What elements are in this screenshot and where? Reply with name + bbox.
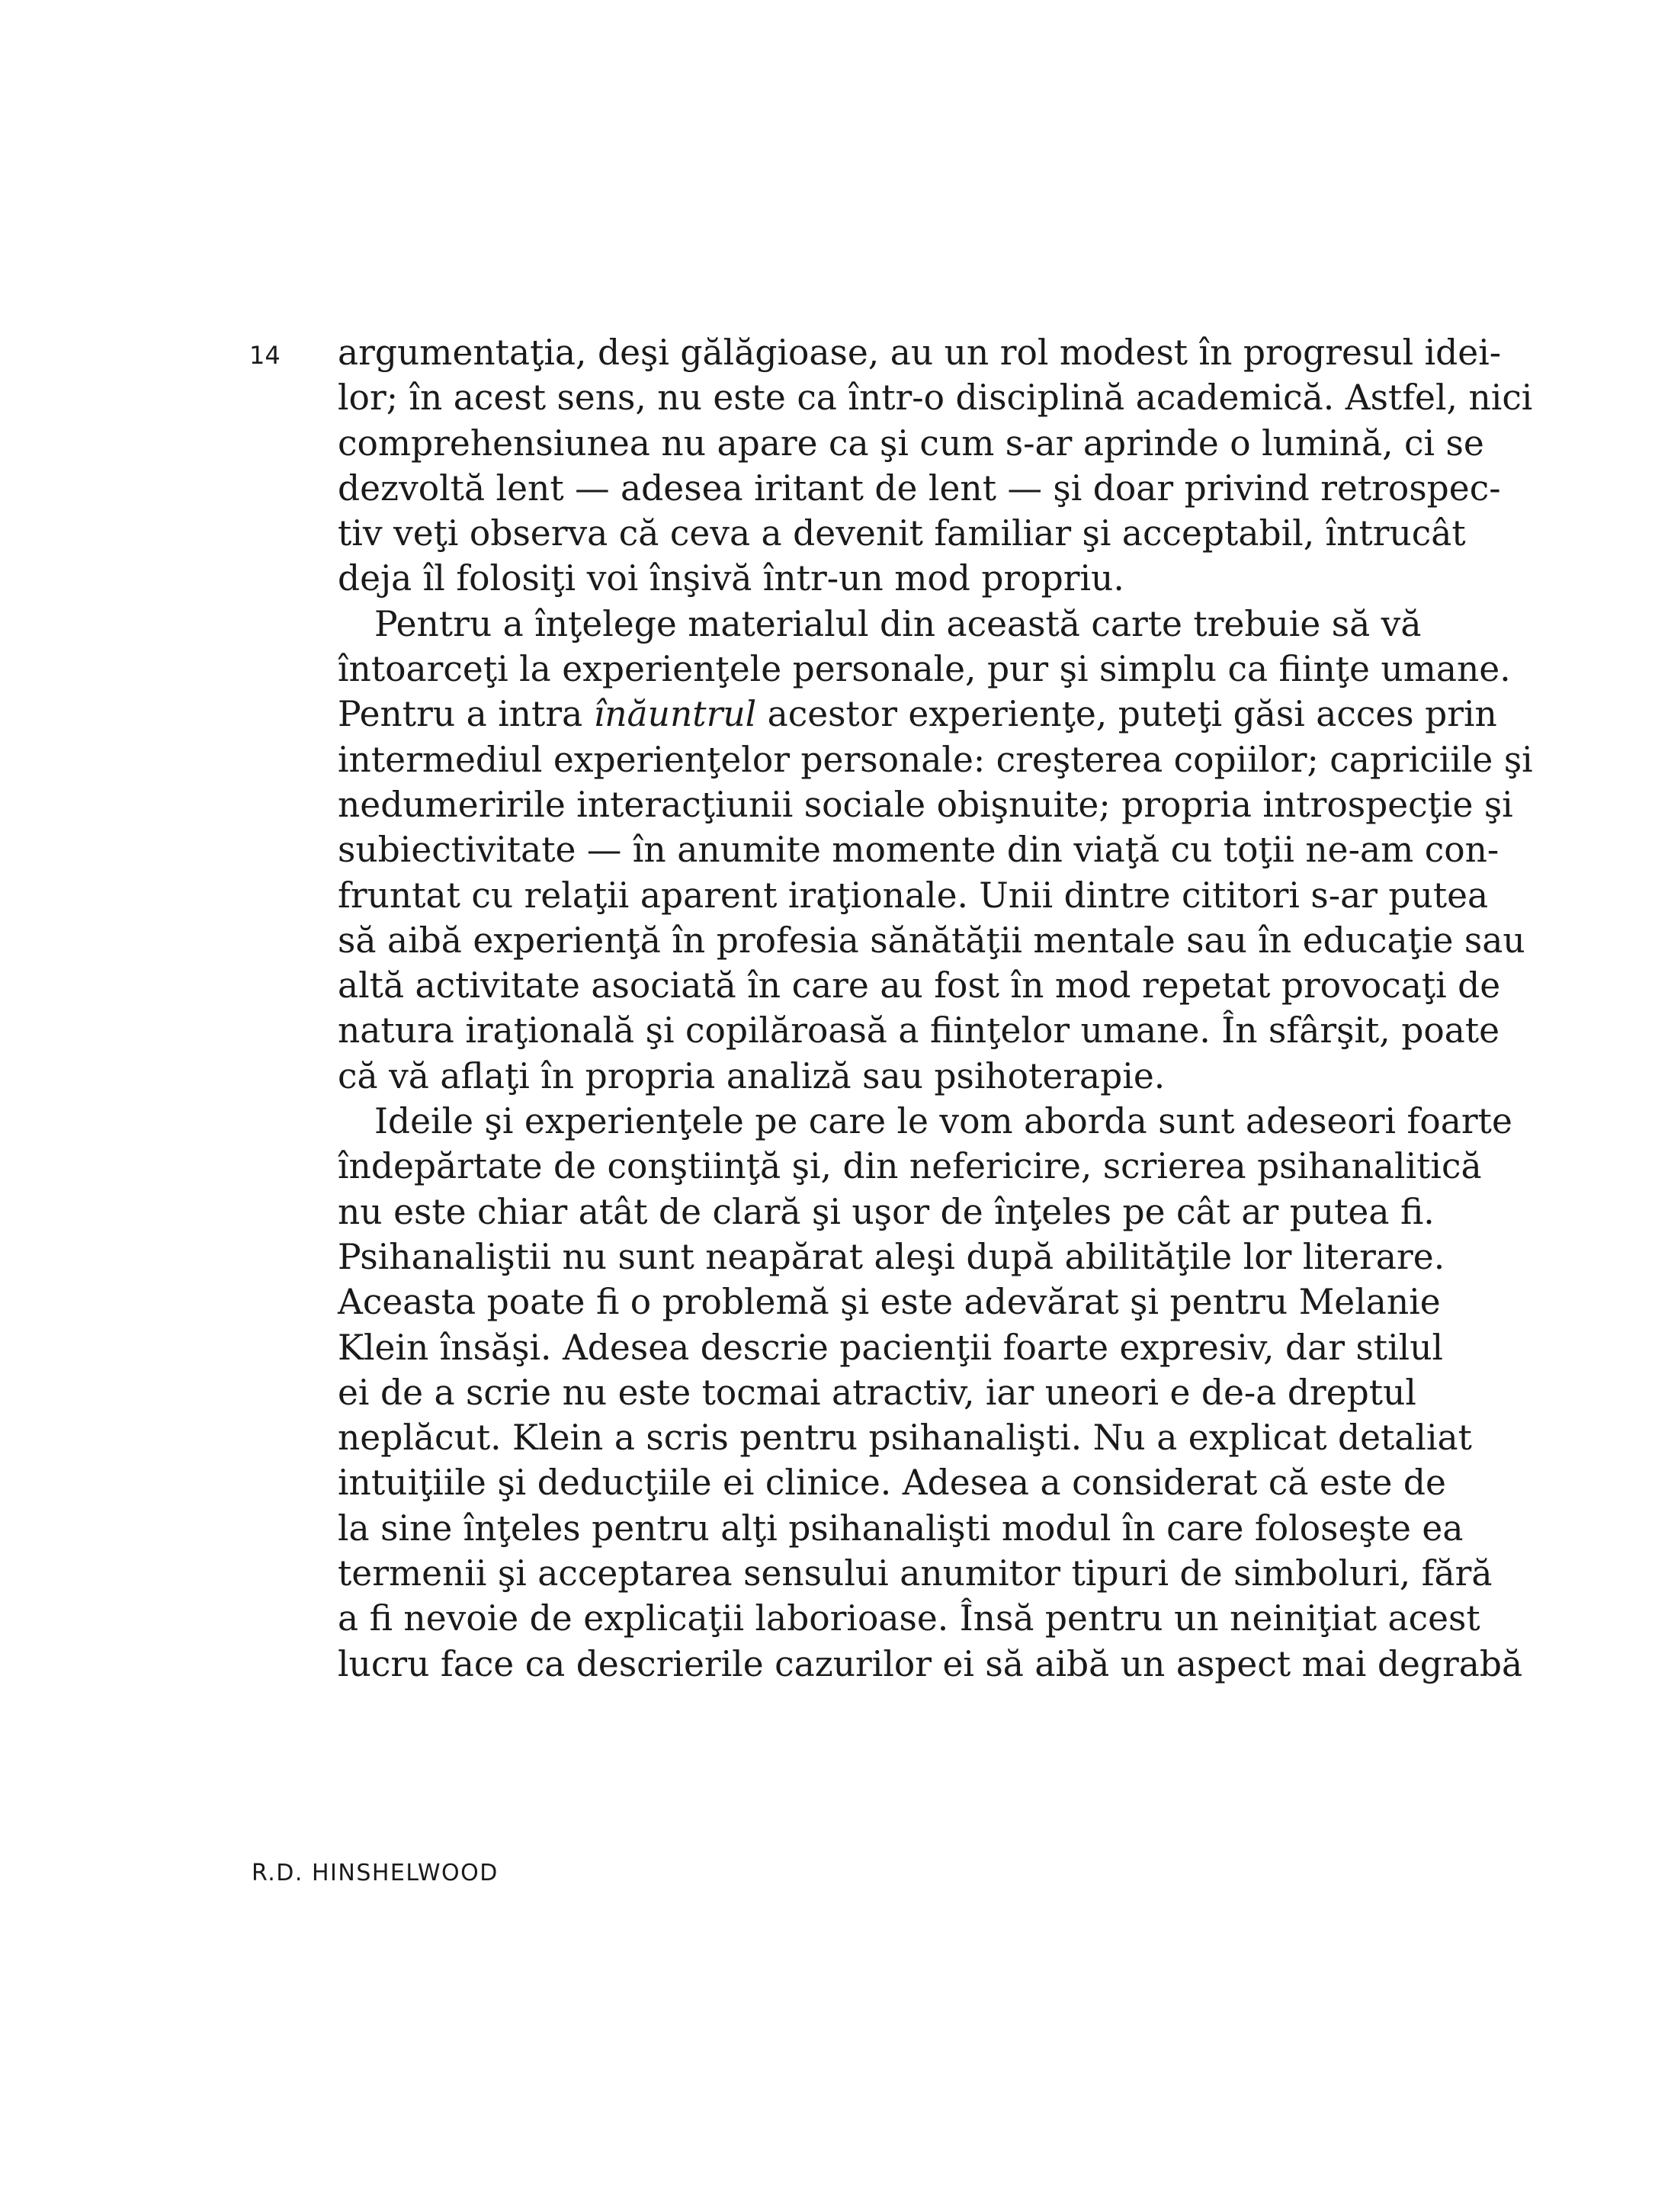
text-line: termenii şi acceptarea sensului anumitor tipuri de simboluri, fără <box>338 1553 1493 1594</box>
text-line: Psihanaliştii nu sunt neapărat aleşi după abilităţile lor literare. <box>338 1236 1445 1277</box>
paragraph <box>338 1099 1523 1687</box>
text-line: lucru face ca descrierile cazurilor ei să aibă un aspect mai degrabă <box>338 1643 1523 1684</box>
text-line: întoarceţi la experienţele personale, pur şi simplu ca fiinţe umane. <box>338 649 1511 690</box>
text-line: natura iraţională şi copilăroasă a fiinţelor umane. În sfârşit, poate <box>338 1010 1500 1051</box>
text-line: ei de a scrie nu este tocmai atractiv, iar uneori e de-a dreptul <box>338 1372 1416 1413</box>
text-line: Klein însăşi. Adesea descrie pacienţii foarte expresiv, dar stilul <box>338 1327 1444 1368</box>
text-line: Pentru a înţelege materialul din această carte trebuie să vă <box>374 603 1422 644</box>
text-line: că vă aflaţi în propria analiză sau psihoterapie. <box>338 1055 1166 1096</box>
text-line: altă activitate asociată în care au fost în mod repetat provocaţi de <box>338 965 1501 1006</box>
text-line: îndepărtate de conştiinţă şi, din nefericire, scrierea psihanalitică <box>338 1146 1482 1187</box>
paragraph <box>338 602 1533 1099</box>
emphasis: înăuntrul <box>593 694 757 735</box>
text-line: subiectivitate — în anumite momente din viaţă cu toţii ne-am con- <box>338 830 1499 871</box>
text-line: intermediul experienţelor personale: creşterea copiilor; capriciile şi <box>338 739 1533 780</box>
text-line: fruntat cu relaţii aparent iraţionale. Unii dintre cititori s-ar putea <box>338 875 1489 916</box>
text-line: nedumeririle interacţiunii sociale obişnuite; propria introspecţie şi <box>338 784 1513 825</box>
text-line: a fi nevoie de explicaţii laborioase. Însă pentru un neiniţiat acest <box>338 1598 1480 1639</box>
running-footer-author: R.D. HINSHELWOOD <box>252 1860 499 1886</box>
text-line: tiv veţi observa că ceva a devenit familiar şi acceptabil, întrucât <box>338 513 1466 554</box>
text-line: comprehensiunea nu apare ca şi cum s-ar aprinde o lumină, ci se <box>338 422 1484 464</box>
text-line: argumentaţia, deşi gălăgioase, au un rol modest în progresul idei- <box>338 332 1502 373</box>
text-line: neplăcut. Klein a scris pentru psihanalişti. Nu a explicat detaliat <box>338 1417 1472 1459</box>
text-line: Ideile şi experienţele pe care le vom aborda sunt adeseori foarte <box>374 1101 1512 1142</box>
text-line: intuiţiile şi deducţiile ei clinice. Adesea a considerat că este de <box>338 1462 1446 1504</box>
text-line: la sine înţeles pentru alţi psihanalişti modul în care foloseşte ea <box>338 1507 1464 1549</box>
text-line: Pentru a intra înăuntrul acestor experienţe, puteţi găsi acces prin <box>338 694 1497 735</box>
text-line: dezvoltă lent — adesea iritant de lent — şi doar privind retrospec- <box>338 467 1501 509</box>
text-line: Aceasta poate fi o problemă şi este adevărat şi pentru Melanie <box>338 1282 1441 1323</box>
text-line: deja îl folosiţi voi înşivă într-un mod propriu. <box>338 558 1124 599</box>
text-line: nu este chiar atât de clară şi uşor de înţeles pe cât ar putea fi. <box>338 1191 1435 1232</box>
paragraph <box>338 330 1533 602</box>
text-line: să aibă experienţă în profesia sănătăţii mentale sau în educaţie sau <box>338 920 1525 961</box>
text-line: lor; în acest sens, nu este ca într-o disciplină academică. Astfel, nici <box>338 377 1533 419</box>
page-number: 14 <box>249 341 281 370</box>
body-text <box>338 330 1533 1687</box>
